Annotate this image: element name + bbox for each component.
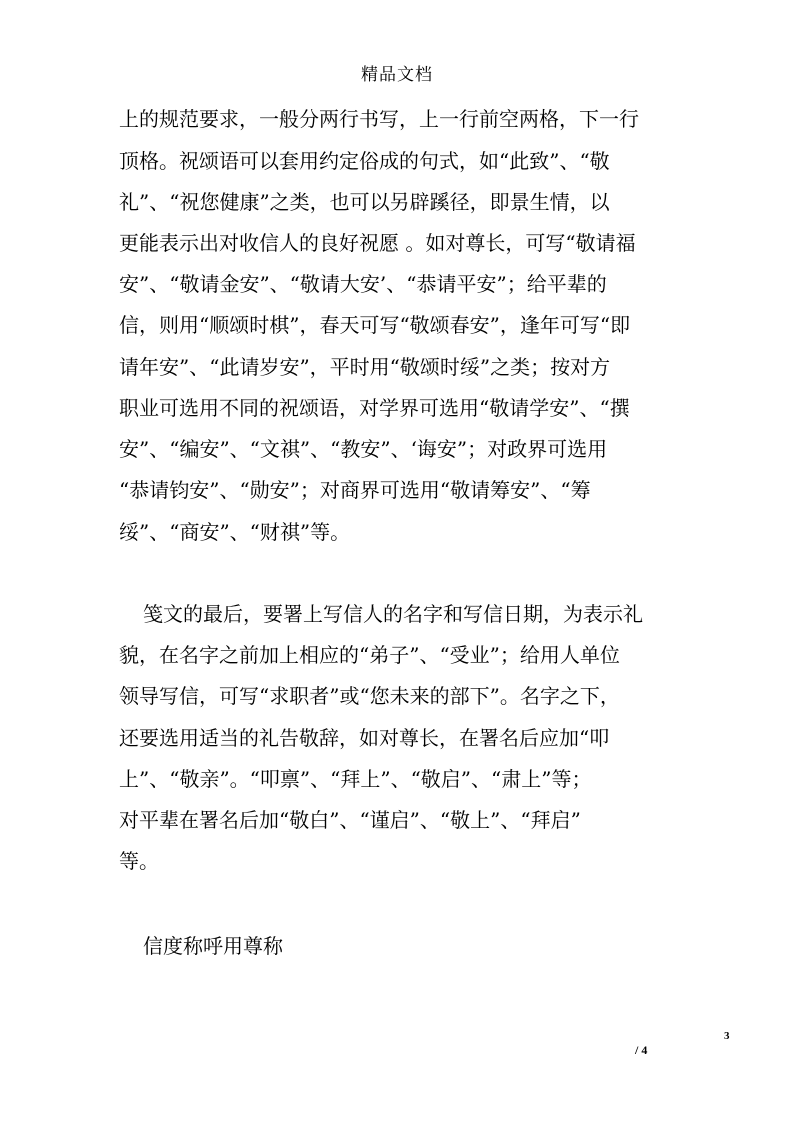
text-line: 请年安”、“此请岁安”，平时用“敬颂时绥”之类；按对方 — [119, 355, 611, 379]
text-line: 绥”、“商安”、“财祺”等。 — [119, 520, 351, 544]
text-line: 职业可选用不同的祝颂语，对学界可选用“敬请学安”、“撰 — [119, 396, 630, 420]
text-line: 还要选用适当的礼告敬辞，如对尊长，在署名后应加“叩 — [119, 726, 610, 750]
text-line: 更能表示出对收信人的良好祝愿 。如对尊长，可写“敬请福 — [119, 231, 636, 255]
text-line: 笺文的最后，要署上写信人的名字和写信日期，为表示礼 — [143, 602, 643, 626]
text-line: 上”、“敬亲”。“叩禀”、“拜上”、“敬启”、“肃上”等； — [119, 767, 592, 791]
section-heading: 信度称呼用尊称 — [143, 934, 283, 958]
page-number: 3 — [724, 1030, 730, 1042]
page-total: / 4 — [635, 1043, 648, 1057]
text-line: 对平辈在署名后加“敬白”、“谨启”、“敬上”、“拜启” — [119, 808, 581, 832]
text-line: 礼”、“祝您健康”之类，也可以另辟蹊径，即景生情，以 — [119, 190, 610, 214]
text-line: 领导写信，可写“求职者”或“您未来的部下”。名字之下， — [119, 684, 620, 708]
page-header-title: 精品文档 — [361, 65, 433, 85]
text-line: 上的规范要求，一般分两行书写，上一行前空两格，下一行 — [119, 107, 639, 131]
text-line: 信，则用“顺颂时棋”，春天可写“敬颂春安”，逢年可写“即 — [119, 313, 631, 337]
text-line: 等。 — [119, 849, 159, 873]
text-line: 貌，在名字之前加上相应的“弟子”、“受业”；给用人单位 — [119, 643, 620, 667]
text-line: 安”、“敬请金安”、“敬请大安’、“恭请平安”；给平辈的 — [119, 272, 607, 296]
text-line: 顶格。祝颂语可以套用约定俗成的句式，如“此致”、“敬 — [119, 149, 610, 173]
text-line: 安”、“编安”、“文祺”、“教安”、‘诲安”；对政界可选用 — [119, 437, 608, 461]
text-line: “恭请钧安”、“勋安”；对商界可选用“敬请筹安”、“筹 — [119, 478, 591, 502]
